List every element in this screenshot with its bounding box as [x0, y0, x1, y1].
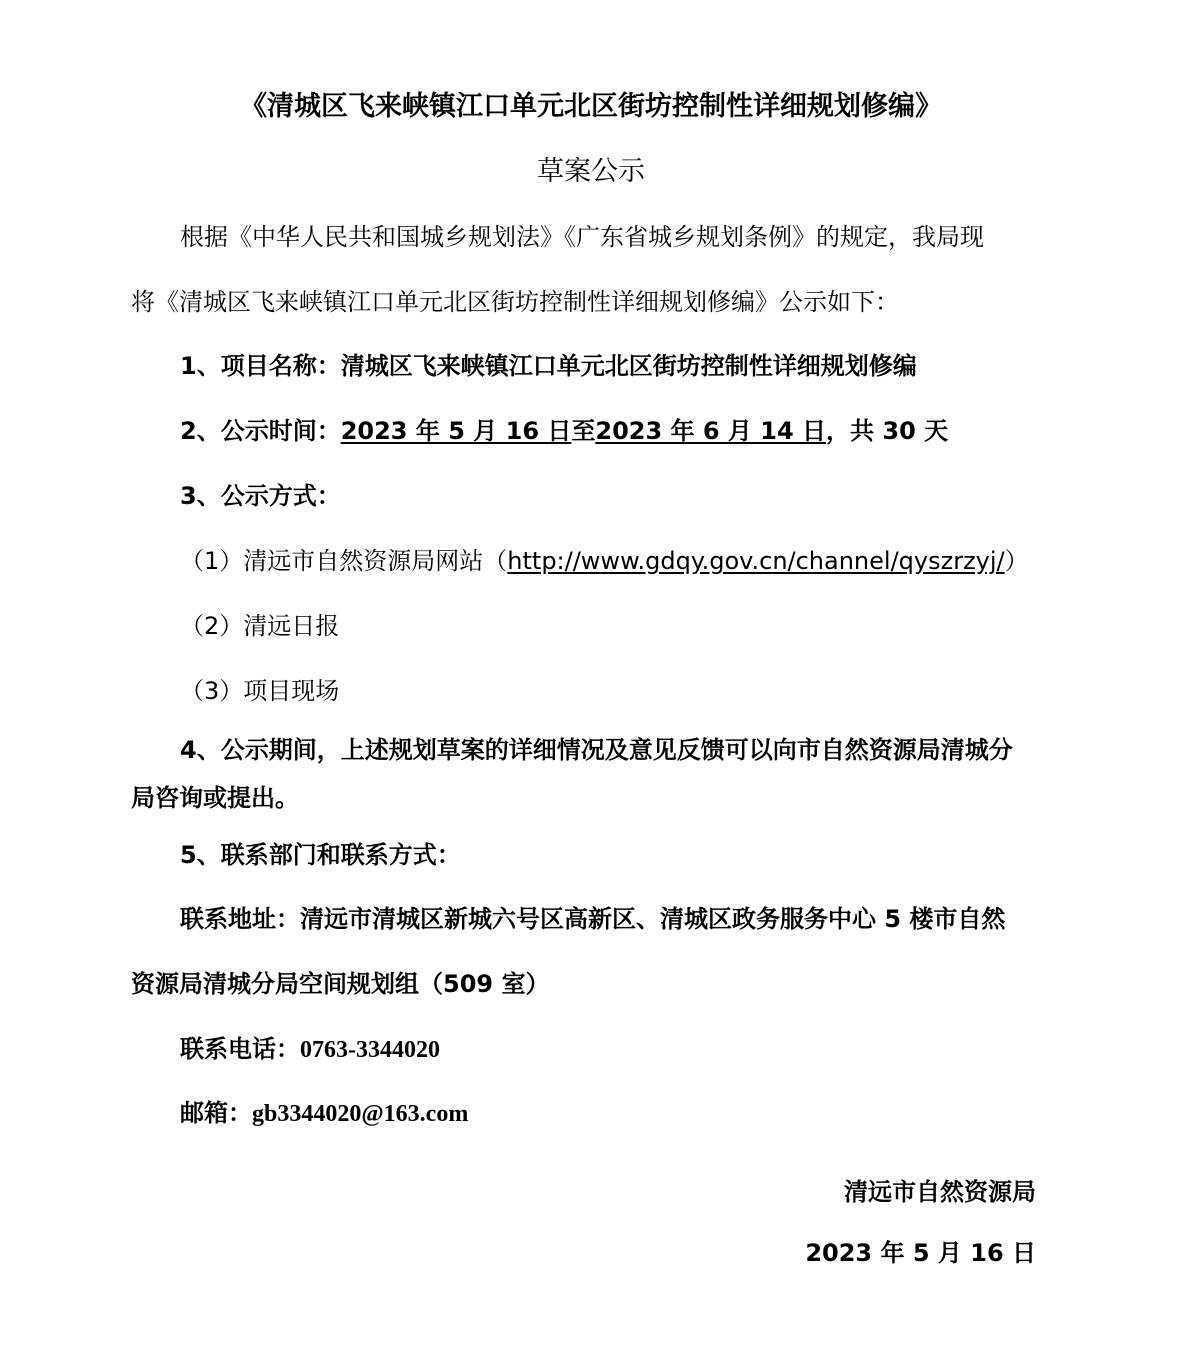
email-label: 邮箱： [180, 1099, 252, 1127]
signature: 清远市自然资源局 [844, 1178, 1036, 1206]
item-publicity-method: 3、公示方式： [180, 482, 341, 510]
item-project-name: 1、项目名称：清城区飞来峡镇江口单元北区街坊控制性详细规划修编 [180, 352, 917, 380]
email-value: gb3344020@163.com [252, 1101, 469, 1127]
period-duration: ，共 30 天 [826, 417, 949, 445]
item-feedback-line-2: 局咨询或提出。 [131, 784, 299, 812]
item-contact: 5、联系部门和联系方式： [180, 841, 461, 869]
address-line-1: 联系地址：清远市清城区新城六号区高新区、清城区政务服务中心 5 楼市自然 [180, 905, 1006, 933]
address-line-2: 资源局清城分局空间规划组（509 室） [131, 970, 550, 998]
method-website [180, 546, 1029, 576]
method-website-close: ） [1004, 547, 1029, 575]
item-feedback-line-1: 4、公示期间，上述规划草案的详细情况及意见反馈可以向市自然资源局清城分 [180, 736, 1013, 764]
phone-line [180, 1034, 440, 1065]
doc-subtitle: 草案公示 [537, 156, 645, 187]
phone-label: 联系电话： [180, 1035, 300, 1063]
method-onsite: （3）项目现场 [180, 677, 340, 705]
period-start-date: 2023 年 5 月 16 日 [340, 417, 572, 445]
intro-line-2: 将《清城区飞来峡镇江口单元北区街坊控制性详细规划修编》公示如下： [131, 288, 899, 316]
period-end-date: 2023 年 6 月 14 日 [595, 417, 827, 445]
phone-value: 0763-3344020 [300, 1037, 440, 1063]
period-label: 2、公示时间： [180, 417, 341, 445]
item-publicity-period [180, 416, 948, 446]
signature-date: 2023 年 5 月 16 日 [805, 1239, 1036, 1267]
email-line [180, 1098, 468, 1129]
method-newspaper: （2）清远日报 [180, 612, 340, 640]
intro-line-1: 根据《中华人民共和国城乡规划法》《广东省城乡规划条例》的规定，我局现 [180, 223, 984, 251]
method-website-label: （1）清远市自然资源局网站（ [180, 547, 508, 575]
doc-title: 《清城区飞来峡镇江口单元北区街坊控制性详细规划修编》 [240, 91, 942, 122]
website-link[interactable]: http://www.gdqy.gov.cn/channel/qyszrzyj/ [507, 547, 1005, 575]
period-to: 至 [571, 417, 596, 445]
